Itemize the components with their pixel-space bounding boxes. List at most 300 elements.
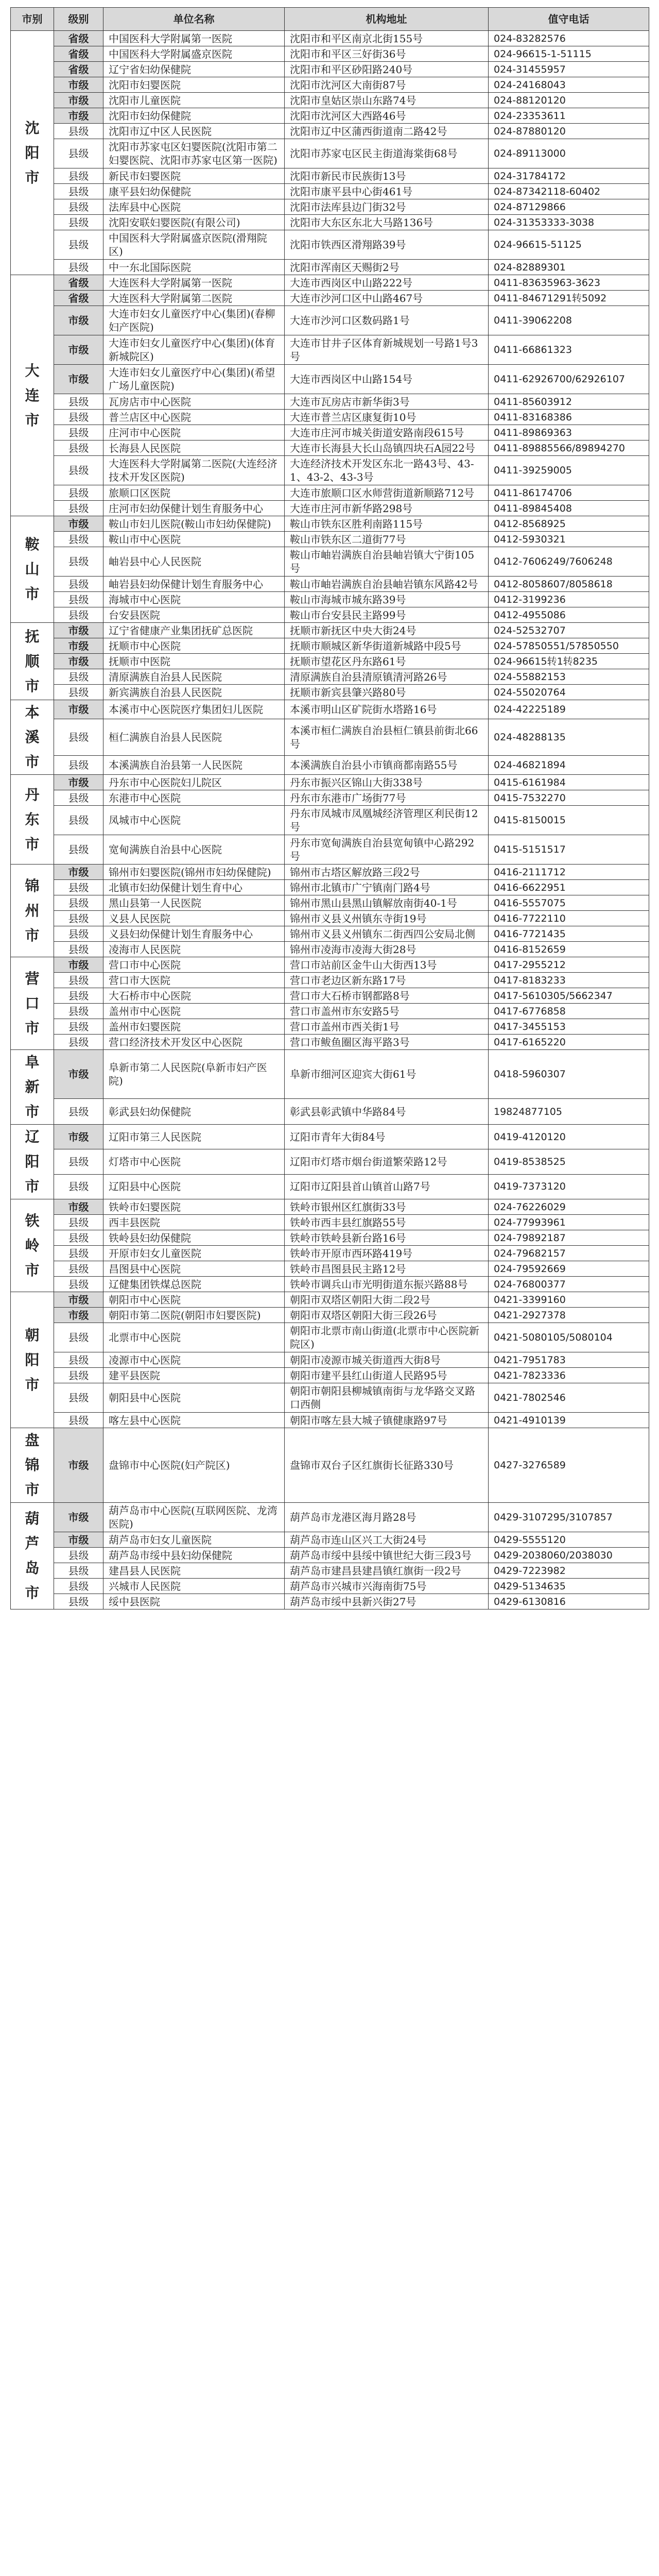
address-cell: 本溪市桓仁满族自治县桓仁镇县前街北66号 [285, 719, 489, 756]
phone-cell: 024-46821894 [489, 755, 649, 774]
city-cell: 大 连 市 [11, 275, 54, 516]
table-row [11, 790, 649, 806]
address-cell: 朝阳市朝阳县柳城镇南街与龙华路交叉路口西侧 [285, 1383, 489, 1413]
unit-name-cell: 喀左县中心医院 [103, 1413, 285, 1428]
phone-cell: 024-79592669 [489, 1261, 649, 1277]
level-cell: 县级 [54, 592, 103, 607]
unit-name-cell: 黑山县第一人民医院 [103, 895, 285, 911]
level-cell: 县级 [54, 895, 103, 911]
unit-name-cell: 鞍山市妇儿医院(鞍山市妇幼保健院) [103, 516, 285, 532]
table-row [11, 685, 649, 700]
address-cell: 鞍山市岫岩满族自治县岫岩镇大宁街105号 [285, 547, 489, 577]
level-cell: 县级 [54, 1004, 103, 1019]
table-row [11, 46, 649, 62]
unit-name-cell: 绥中县医院 [103, 1594, 285, 1609]
table-row [11, 577, 649, 592]
phone-cell: 0427-3276589 [489, 1428, 649, 1503]
level-cell: 县级 [54, 1099, 103, 1125]
unit-name-cell: 大连市妇女儿童医疗中心(集团)(希望广场儿童医院) [103, 365, 285, 394]
address-cell: 沈阳市浑南区天赐街2号 [285, 260, 489, 275]
level-cell: 市级 [54, 77, 103, 93]
table-row [11, 77, 649, 93]
level-cell: 县级 [54, 1174, 103, 1199]
table-row [11, 108, 649, 124]
level-cell: 市级 [54, 1050, 103, 1099]
phone-cell: 0419-8538525 [489, 1149, 649, 1174]
unit-name-cell: 朝阳市中心医院 [103, 1292, 285, 1308]
unit-name-cell: 辽阳市第三人民医院 [103, 1125, 285, 1149]
phone-cell: 024-55020764 [489, 685, 649, 700]
phone-cell: 024-31455957 [489, 62, 649, 77]
table-row [11, 440, 649, 456]
level-cell: 市级 [54, 93, 103, 108]
unit-name-cell: 朝阳县中心医院 [103, 1383, 285, 1413]
unit-name-cell: 宽甸满族自治县中心医院 [103, 835, 285, 865]
level-cell: 市级 [54, 700, 103, 719]
table-row [11, 638, 649, 654]
phone-cell: 0412-4955086 [489, 607, 649, 623]
unit-name-cell: 沈阳市妇幼保健院 [103, 108, 285, 124]
unit-name-cell: 庄河市妇幼保健计划生育服务中心 [103, 501, 285, 516]
address-cell: 抚顺市望花区丹东路61号 [285, 654, 489, 669]
phone-cell: 024-76226029 [489, 1199, 649, 1215]
table-row [11, 1548, 649, 1563]
phone-cell: 0412-5930321 [489, 532, 649, 547]
phone-cell: 0412-8568925 [489, 516, 649, 532]
unit-name-cell: 大连医科大学附属第二医院(大连经济技术开发区医院) [103, 456, 285, 485]
address-cell: 营口市盖州市西关街1号 [285, 1019, 489, 1035]
level-cell: 县级 [54, 440, 103, 456]
address-cell: 盘锦市双台子区红旗街长征路330号 [285, 1428, 489, 1503]
address-cell: 抚顺市新宾县肇兴路80号 [285, 685, 489, 700]
table-row [11, 1149, 649, 1174]
city-cell: 阜 新 市 [11, 1050, 54, 1125]
address-cell: 锦州市义县义州镇东寺街19号 [285, 911, 489, 926]
phone-cell: 0411-66861323 [489, 335, 649, 365]
level-cell: 县级 [54, 880, 103, 895]
address-cell: 铁岭市铁岭县新台路16号 [285, 1230, 489, 1246]
address-cell: 葫芦岛市绥中县绥中镇世纪大街三段3号 [285, 1548, 489, 1563]
level-cell: 县级 [54, 394, 103, 410]
address-cell: 锦州市古塔区解放路三段2号 [285, 865, 489, 880]
table-row [11, 1323, 649, 1352]
address-cell: 铁岭市昌图县民主路12号 [285, 1261, 489, 1277]
level-cell: 县级 [54, 1579, 103, 1594]
unit-name-cell: 本溪满族自治县第一人民医院 [103, 755, 285, 774]
address-cell: 锦州市黑山县黑山镇解放南街40-1号 [285, 895, 489, 911]
level-cell: 县级 [54, 1594, 103, 1609]
phone-cell: 0416-2111712 [489, 865, 649, 880]
level-cell: 县级 [54, 942, 103, 957]
address-cell: 清原满族自治县清原镇清河路26号 [285, 669, 489, 685]
table-row [11, 1308, 649, 1323]
phone-cell: 024-31353333-3038 [489, 215, 649, 230]
table-row [11, 1004, 649, 1019]
phone-cell: 0421-3399160 [489, 1292, 649, 1308]
address-cell: 铁岭市开原市西环路419号 [285, 1246, 489, 1261]
level-cell: 市级 [54, 623, 103, 638]
phone-cell: 0416-7721435 [489, 926, 649, 942]
level-cell: 县级 [54, 1368, 103, 1383]
address-cell: 葫芦岛市绥中县新兴街27号 [285, 1594, 489, 1609]
city-cell: 营 口 市 [11, 957, 54, 1050]
address-cell: 沈阳市和平区南京北街155号 [285, 31, 489, 46]
address-cell: 葫芦岛市龙港区海月路28号 [285, 1503, 489, 1532]
table-row [11, 275, 649, 291]
table-row [11, 1099, 649, 1125]
unit-name-cell: 沈阳市妇婴医院 [103, 77, 285, 93]
address-cell: 营口市站前区金牛山大街西13号 [285, 957, 489, 973]
level-cell: 县级 [54, 1246, 103, 1261]
table-row [11, 215, 649, 230]
unit-name-cell: 建昌县人民医院 [103, 1563, 285, 1579]
table-row [11, 532, 649, 547]
table-row [11, 865, 649, 880]
address-cell: 沈阳市康平县中心街461号 [285, 184, 489, 199]
unit-name-cell: 义县人民医院 [103, 911, 285, 926]
unit-name-cell: 彰武县妇幼保健院 [103, 1099, 285, 1125]
phone-cell: 0415-6161984 [489, 775, 649, 790]
table-row [11, 501, 649, 516]
table-row [11, 1383, 649, 1413]
unit-name-cell: 丹东市中心医院妇儿院区 [103, 775, 285, 790]
address-cell: 葫芦岛市连山区兴工大街24号 [285, 1532, 489, 1548]
address-cell: 辽阳市辽阳县首山镇首山路7号 [285, 1174, 489, 1199]
level-cell: 县级 [54, 1383, 103, 1413]
level-cell: 市级 [54, 638, 103, 654]
table-row [11, 306, 649, 335]
address-cell: 锦州市凌海市凌海大街28号 [285, 942, 489, 957]
address-cell: 大连市庄河市新华路298号 [285, 501, 489, 516]
unit-name-cell: 抚顺市中心医院 [103, 638, 285, 654]
unit-name-cell: 凌海市人民医院 [103, 942, 285, 957]
address-cell: 葫芦岛市建昌县建昌镇红旗街一段2号 [285, 1563, 489, 1579]
table-row [11, 425, 649, 440]
unit-name-cell: 旅顺口区医院 [103, 485, 285, 501]
table-row [11, 1246, 649, 1261]
level-cell: 县级 [54, 685, 103, 700]
address-cell: 朝阳市北票市南山街道(北票市中心医院新院区) [285, 1323, 489, 1352]
level-cell: 县级 [54, 260, 103, 275]
city-cell: 朝 阳 市 [11, 1292, 54, 1428]
phone-cell: 0429-6130816 [489, 1594, 649, 1609]
phone-cell: 0411-89869363 [489, 425, 649, 440]
address-cell: 鞍山市台安县民主路99号 [285, 607, 489, 623]
phone-cell: 024-79682157 [489, 1246, 649, 1261]
table-row [11, 410, 649, 425]
phone-cell: 024-87880120 [489, 124, 649, 139]
phone-cell: 0417-5610305/5662347 [489, 988, 649, 1004]
unit-name-cell: 长海县人民医院 [103, 440, 285, 456]
phone-cell: 0429-5134635 [489, 1579, 649, 1594]
phone-cell: 0429-2038060/2038030 [489, 1548, 649, 1563]
table-header [11, 8, 649, 31]
table-row [11, 1579, 649, 1594]
level-cell: 省级 [54, 31, 103, 46]
phone-cell: 024-57850551/57850550 [489, 638, 649, 654]
unit-name-cell: 新宾满族自治县人民医院 [103, 685, 285, 700]
table-row [11, 124, 649, 139]
address-cell: 沈阳市辽中区蒲西街道南二路42号 [285, 124, 489, 139]
unit-name-cell: 营口市中心医院 [103, 957, 285, 973]
phone-cell: 0421-2927378 [489, 1308, 649, 1323]
unit-name-cell: 大连市妇女儿童医疗中心(集团)(春柳妇产医院) [103, 306, 285, 335]
address-cell: 铁岭市西丰县红旗路55号 [285, 1215, 489, 1230]
table-row [11, 547, 649, 577]
table-row [11, 942, 649, 957]
city-cell: 抚 顺 市 [11, 623, 54, 700]
level-cell: 县级 [54, 139, 103, 168]
phone-cell: 0411-83168386 [489, 410, 649, 425]
table-row [11, 1428, 649, 1503]
phone-cell: 0421-4910139 [489, 1413, 649, 1428]
phone-cell: 19824877105 [489, 1099, 649, 1125]
phone-cell: 0429-3107295/3107857 [489, 1503, 649, 1532]
table-row [11, 911, 649, 926]
unit-name-cell: 辽宁省健康产业集团抚矿总医院 [103, 623, 285, 638]
level-cell: 县级 [54, 230, 103, 260]
unit-name-cell: 本溪市中心医院医疗集团妇儿医院 [103, 700, 285, 719]
unit-name-cell: 盖州市妇婴医院 [103, 1019, 285, 1035]
address-cell: 沈阳市大东区东北大马路136号 [285, 215, 489, 230]
level-cell: 县级 [54, 607, 103, 623]
phone-cell: 0412-7606249/7606248 [489, 547, 649, 577]
address-cell: 营口市大石桥市钢都路8号 [285, 988, 489, 1004]
level-cell: 县级 [54, 1261, 103, 1277]
phone-cell: 0412-8058607/8058618 [489, 577, 649, 592]
table-row [11, 592, 649, 607]
level-cell: 市级 [54, 1308, 103, 1323]
unit-name-cell: 盖州市中心医院 [103, 1004, 285, 1019]
level-cell: 县级 [54, 806, 103, 835]
address-cell: 大连市旅顺口区水师营街道新顺路712号 [285, 485, 489, 501]
level-cell: 县级 [54, 124, 103, 139]
phone-cell: 0411-89845408 [489, 501, 649, 516]
unit-name-cell: 中国医科大学附属盛京医院 [103, 46, 285, 62]
phone-cell: 0415-8150015 [489, 806, 649, 835]
address-cell: 沈阳市铁西区滑翔路39号 [285, 230, 489, 260]
phone-cell: 024-96615-1-51115 [489, 46, 649, 62]
phone-cell: 0419-7373120 [489, 1174, 649, 1199]
unit-name-cell: 凤城市中心医院 [103, 806, 285, 835]
unit-name-cell: 大连医科大学附属第二医院 [103, 291, 285, 306]
phone-cell: 0419-4120120 [489, 1125, 649, 1149]
table-row [11, 957, 649, 973]
address-cell: 营口市老边区新东路17号 [285, 973, 489, 988]
phone-cell: 024-89113000 [489, 139, 649, 168]
city-cell: 盘 锦 市 [11, 1428, 54, 1503]
unit-name-cell: 桓仁满族自治县人民医院 [103, 719, 285, 756]
level-cell: 县级 [54, 1548, 103, 1563]
address-cell: 辽阳市青年大街84号 [285, 1125, 489, 1149]
level-cell: 市级 [54, 365, 103, 394]
table-row [11, 1199, 649, 1215]
phone-cell: 0411-39259005 [489, 456, 649, 485]
phone-cell: 0412-3199236 [489, 592, 649, 607]
address-cell: 阜新市细河区迎宾大街61号 [285, 1050, 489, 1099]
phone-cell: 024-76800377 [489, 1277, 649, 1292]
unit-name-cell: 灯塔市中心医院 [103, 1149, 285, 1174]
level-cell: 市级 [54, 1125, 103, 1149]
phone-cell: 0417-3455153 [489, 1019, 649, 1035]
unit-name-cell: 大连医科大学附属第一医院 [103, 275, 285, 291]
level-cell: 县级 [54, 669, 103, 685]
table-row [11, 973, 649, 988]
level-cell: 市级 [54, 865, 103, 880]
table-row [11, 168, 649, 184]
phone-cell: 024-79892187 [489, 1230, 649, 1246]
table-row [11, 365, 649, 394]
address-cell: 丹东市凤城市凤凰城经济管理区利民街12号 [285, 806, 489, 835]
level-cell: 市级 [54, 306, 103, 335]
phone-cell: 0429-7223982 [489, 1563, 649, 1579]
level-cell: 市级 [54, 654, 103, 669]
address-cell: 大连市沙河口区数码路1号 [285, 306, 489, 335]
table-row [11, 835, 649, 865]
level-cell: 县级 [54, 973, 103, 988]
table-row [11, 1230, 649, 1246]
level-cell: 县级 [54, 790, 103, 806]
address-cell: 丹东市东港市广场街77号 [285, 790, 489, 806]
city-cell: 丹 东 市 [11, 775, 54, 865]
address-cell: 本溪市明山区矿院街水塔路16号 [285, 700, 489, 719]
phone-cell: 0417-2955212 [489, 957, 649, 973]
address-cell: 沈阳市苏家屯区民主街道海棠街68号 [285, 139, 489, 168]
unit-name-cell: 铁岭县妇幼保健院 [103, 1230, 285, 1246]
address-cell: 铁岭市银州区红旗街33号 [285, 1199, 489, 1215]
address-cell: 大连市甘井子区体育新城规划一号路1号3号 [285, 335, 489, 365]
address-cell: 葫芦岛市兴城市兴海南街75号 [285, 1579, 489, 1594]
level-cell: 县级 [54, 501, 103, 516]
level-cell: 县级 [54, 410, 103, 425]
table-row [11, 669, 649, 685]
level-cell: 市级 [54, 516, 103, 532]
table-row [11, 516, 649, 532]
address-cell: 大连市瓦房店市新华街3号 [285, 394, 489, 410]
unit-name-cell: 鞍山市中心医院 [103, 532, 285, 547]
table-row [11, 926, 649, 942]
address-cell: 大连市普兰店区康复街10号 [285, 410, 489, 425]
level-cell: 县级 [54, 184, 103, 199]
table-row [11, 485, 649, 501]
unit-name-cell: 沈阳市辽中区人民医院 [103, 124, 285, 139]
phone-cell: 024-48288135 [489, 719, 649, 756]
address-cell: 沈阳市沈河区大西路46号 [285, 108, 489, 124]
address-cell: 沈阳市和平区三好街36号 [285, 46, 489, 62]
phone-cell: 0411-84671291转5092 [489, 291, 649, 306]
level-cell: 县级 [54, 911, 103, 926]
header-city: 市别 [11, 8, 54, 31]
phone-cell: 024-87342118-60402 [489, 184, 649, 199]
table-row [11, 1532, 649, 1548]
table-row [11, 1503, 649, 1532]
table-row [11, 755, 649, 774]
table-row [11, 31, 649, 46]
city-cell: 铁 岭 市 [11, 1199, 54, 1292]
table-row [11, 988, 649, 1004]
phone-cell: 024-82889301 [489, 260, 649, 275]
table-row [11, 1174, 649, 1199]
address-cell: 大连市庄河市城关街道安路南段615号 [285, 425, 489, 440]
phone-cell: 0415-5151517 [489, 835, 649, 865]
level-cell: 市级 [54, 957, 103, 973]
level-cell: 市级 [54, 1532, 103, 1548]
city-cell: 沈 阳 市 [11, 31, 54, 275]
phone-cell: 024-55882153 [489, 669, 649, 685]
header-phone: 值守电话 [489, 8, 649, 31]
address-cell: 朝阳市喀左县大城子镇健康路97号 [285, 1413, 489, 1428]
table-row [11, 775, 649, 790]
level-cell: 县级 [54, 1277, 103, 1292]
unit-name-cell: 营口市大医院 [103, 973, 285, 988]
table-row [11, 291, 649, 306]
phone-cell: 0416-6622951 [489, 880, 649, 895]
table-row [11, 1594, 649, 1609]
level-cell: 市级 [54, 775, 103, 790]
table-row [11, 1019, 649, 1035]
address-cell: 营口市盖州市东安路5号 [285, 1004, 489, 1019]
level-cell: 县级 [54, 1035, 103, 1050]
level-cell: 县级 [54, 988, 103, 1004]
address-cell: 鞍山市铁东区胜利南路115号 [285, 516, 489, 532]
unit-name-cell: 抚顺市中医院 [103, 654, 285, 669]
level-cell: 县级 [54, 577, 103, 592]
level-cell: 县级 [54, 215, 103, 230]
address-cell: 丹东市振兴区锦山大街338号 [285, 775, 489, 790]
unit-name-cell: 义县妇幼保健计划生育服务中心 [103, 926, 285, 942]
unit-name-cell: 清原满族自治县人民医院 [103, 669, 285, 685]
city-cell: 葫 芦 岛 市 [11, 1503, 54, 1609]
table-row [11, 230, 649, 260]
address-cell: 锦州市义县义州镇东二街西四公安局北侧 [285, 926, 489, 942]
table-row [11, 93, 649, 108]
phone-cell: 0417-6165220 [489, 1035, 649, 1050]
phone-cell: 0411-85603912 [489, 394, 649, 410]
phone-cell: 024-24168043 [489, 77, 649, 93]
level-cell: 市级 [54, 108, 103, 124]
address-cell: 大连经济技术开发区东北一路43号、43-1、43-2、43-3号 [285, 456, 489, 485]
address-cell: 大连市西岗区中山路222号 [285, 275, 489, 291]
address-cell: 锦州市北镇市广宁镇南门路4号 [285, 880, 489, 895]
level-cell: 省级 [54, 275, 103, 291]
address-cell: 鞍山市海城市城东路39号 [285, 592, 489, 607]
unit-name-cell: 岫岩县妇幼保健计划生育服务中心 [103, 577, 285, 592]
table-row [11, 394, 649, 410]
city-cell: 鞍 山 市 [11, 516, 54, 623]
header-unit: 单位名称 [103, 8, 285, 31]
level-cell: 县级 [54, 425, 103, 440]
phone-cell: 0429-5555120 [489, 1532, 649, 1548]
level-cell: 县级 [54, 547, 103, 577]
address-cell: 朝阳市建平县红山街道人民路95号 [285, 1368, 489, 1383]
unit-name-cell: 铁岭市妇婴医院 [103, 1199, 285, 1215]
unit-name-cell: 营口经济技术开发区中心医院 [103, 1035, 285, 1050]
unit-name-cell: 沈阳安联妇婴医院(有限公司) [103, 215, 285, 230]
table-row [11, 1413, 649, 1428]
unit-name-cell: 西丰县医院 [103, 1215, 285, 1230]
phone-cell: 0411-62926700/62926107 [489, 365, 649, 394]
address-cell: 沈阳市皇姑区崇山东路74号 [285, 93, 489, 108]
level-cell: 县级 [54, 719, 103, 756]
unit-name-cell: 辽阳县中心医院 [103, 1174, 285, 1199]
table-row [11, 1352, 649, 1368]
table-row [11, 456, 649, 485]
address-cell: 本溪满族自治县小市镇商都南路55号 [285, 755, 489, 774]
phone-cell: 024-88120120 [489, 93, 649, 108]
table-row [11, 1261, 649, 1277]
address-cell: 朝阳市凌源市城关街道西大街8号 [285, 1352, 489, 1368]
unit-name-cell: 岫岩县中心人民医院 [103, 547, 285, 577]
